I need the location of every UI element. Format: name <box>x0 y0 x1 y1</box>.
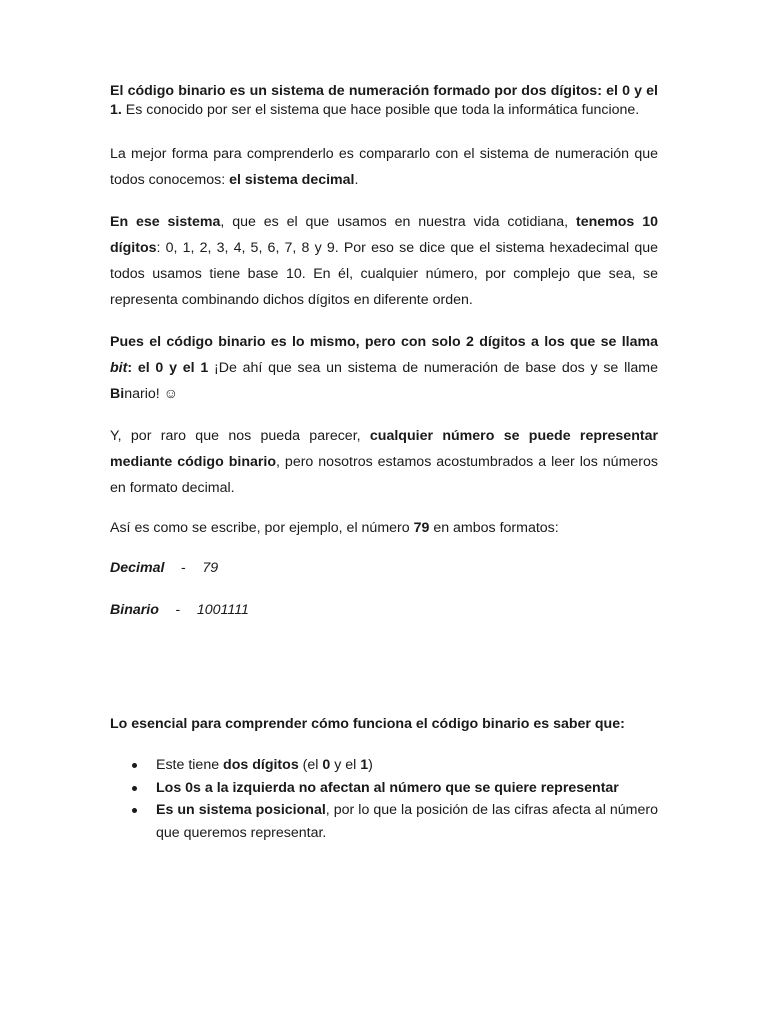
separator: - <box>175 602 181 618</box>
text: (el <box>298 757 323 773</box>
text: . <box>354 172 359 188</box>
bold-italic-text: bit <box>110 360 128 376</box>
document-body <box>110 82 658 844</box>
paragraph-binary-bit <box>110 329 658 407</box>
bold-text: 79 <box>413 520 430 536</box>
essentials-heading: Lo esencial para comprender cómo funciona el código binario es saber que: <box>110 716 625 732</box>
bold-text: 1 <box>360 757 369 773</box>
list-item <box>110 799 658 844</box>
paragraph-decimal-system <box>110 209 658 313</box>
text: Este tiene <box>156 757 224 773</box>
text: y el <box>330 757 361 773</box>
decimal-label: Decimal <box>110 560 165 576</box>
text: La mejor forma para comprenderlo es compararlo con el sistema de numeración que todos conocemos: <box>110 146 658 188</box>
bullet-icon <box>132 786 137 791</box>
paragraph-intro <box>110 82 658 119</box>
binary-example <box>110 599 658 621</box>
bold-text: el sistema decimal <box>229 172 355 188</box>
bold-text: dos dígitos <box>223 757 299 773</box>
binary-label: Binario <box>110 602 159 618</box>
bold-text: tenemos 10 dígitos <box>110 214 658 256</box>
text: ¡De ahí que sea un sistema de numeración de base dos y se llame <box>208 360 658 376</box>
list-item <box>110 777 658 800</box>
decimal-value: 79 <box>202 560 219 576</box>
bold-text: 0 <box>322 757 331 773</box>
list-item <box>110 754 658 777</box>
bullet-icon <box>132 808 137 813</box>
spacer <box>110 641 658 711</box>
bold-text: Pues el código binario es lo mismo, pero con solo 2 dígitos a los que se llama <box>110 334 658 350</box>
paragraph-any-number <box>110 423 658 501</box>
bold-text: Los 0s a la izquierda no afectan al número que se quiere representar <box>156 779 619 796</box>
paragraph-example <box>110 517 658 539</box>
bold-text: Bi <box>110 386 125 402</box>
text: en ambos formatos: <box>429 520 559 536</box>
binary-value: 1001111 <box>196 602 249 618</box>
decimal-example <box>110 557 658 579</box>
bullet-icon <box>132 763 137 768</box>
paragraph-comparison <box>110 141 658 193</box>
text: , pero nosotros estamos acostumbrados a leer los números en formato decimal. <box>110 454 658 496</box>
bold-text: Es un sistema posicional <box>156 802 326 818</box>
text: nario! ☺ <box>124 386 179 402</box>
text: , que es el que usamos en nuestra vida cotidiana, <box>220 214 576 230</box>
text: Y, por raro que nos pueda parecer, <box>110 428 370 444</box>
bold-text: : el 0 y el 1 <box>127 360 209 376</box>
text: ) <box>368 757 373 773</box>
bold-text: En ese sistema <box>110 214 221 230</box>
separator: - <box>181 560 186 576</box>
bold-text: cualquier número se puede representar mediante código binario <box>110 428 658 470</box>
text: , por lo que la posición de las cifras afecta al número que queremos representar. <box>156 802 658 841</box>
text: : 0, 1, 2, 3, 4, 5, 6, 7, 8 y 9. Por eso se dice que el sistema hexadecimal que todos usamos tiene base 10. En él, cualquier número, por complejo que sea, se representa combinando dichos dígitos en diferente orden. <box>110 240 658 308</box>
text: Así es como se escribe, por ejemplo, el número <box>110 520 414 536</box>
text: Es conocido por ser el sistema que hace posible que toda la informática funcione. <box>121 101 640 118</box>
bold-text: El código binario es un sistema de numeración formado por dos dígitos: el 0 y el 1. <box>110 83 658 118</box>
essentials-list <box>110 754 658 844</box>
